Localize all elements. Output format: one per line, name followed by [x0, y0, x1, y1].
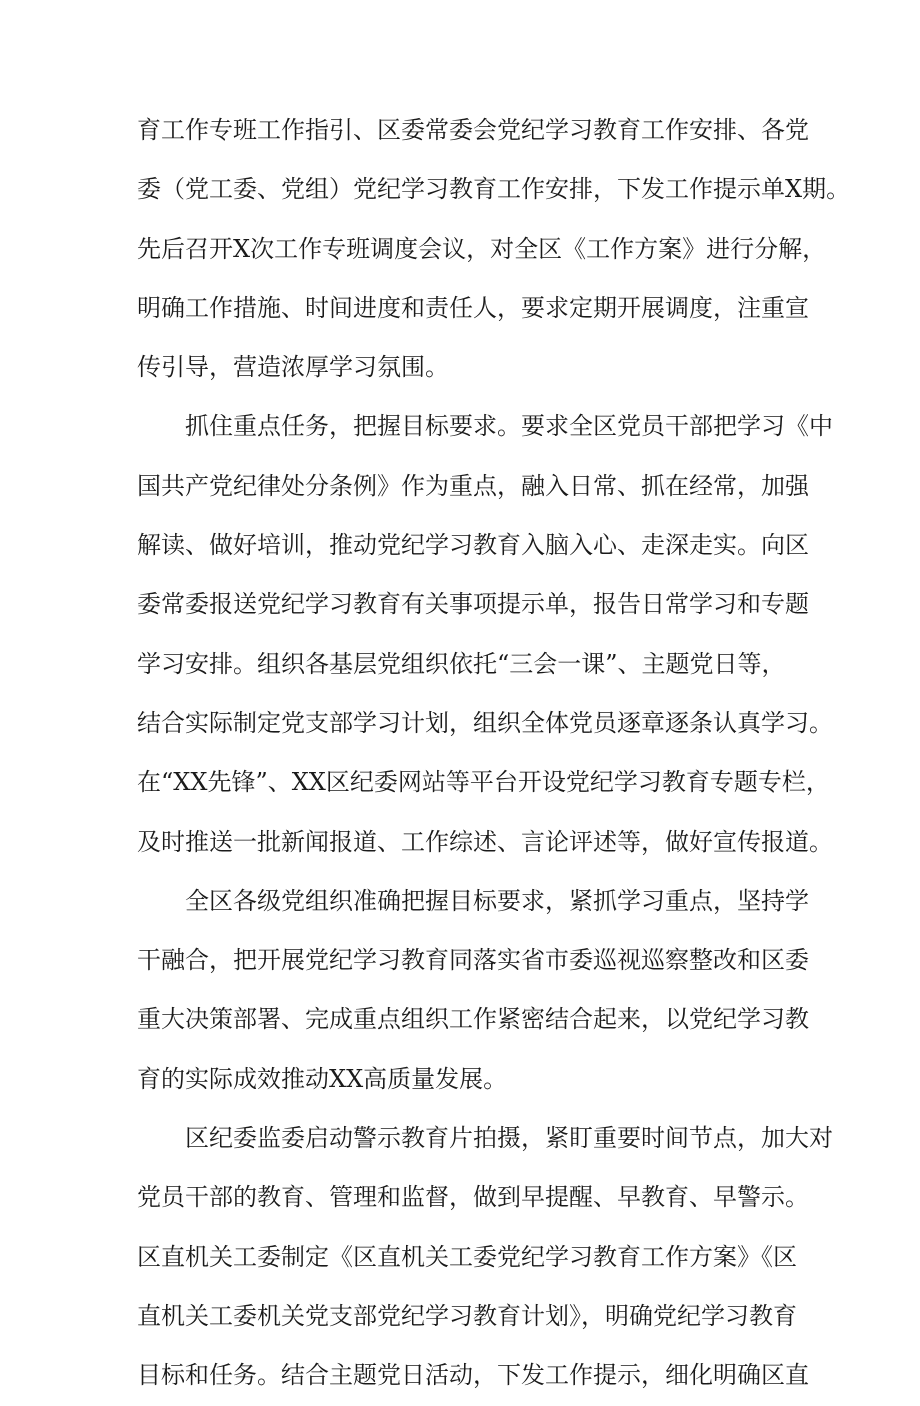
- paragraph-2: [137, 397, 833, 871]
- text-line: 育工作专班工作指引、区委常委会党纪学习教育工作安排、各党: [137, 116, 809, 144]
- text-line: 及时推送一批新闻报道、工作综述、言论评述等，做好宣传报道。: [137, 827, 833, 856]
- text-line: 抓住重点任务，把握目标要求。要求全区党员干部把学习《中: [185, 412, 833, 441]
- text-line: 育的实际成效推动XX高质量发展。: [137, 1064, 508, 1093]
- text-line: 直机关工委机关党支部党纪学习教育计划》，明确党纪学习教育: [137, 1301, 797, 1330]
- text-line: 重大决策部署、完成重点组织工作紧密结合起来，以党纪学习教: [137, 1005, 809, 1034]
- text-line: 区纪委监委启动警示教育片拍摄，紧盯重要时间节点，加大对: [185, 1124, 833, 1153]
- paragraph-4: [137, 1109, 833, 1405]
- text-line: 委常委报送党纪学习教育有关事项提示单，报告日常学习和专题: [137, 590, 809, 619]
- text-line: 国共产党纪律处分条例》作为重点，融入日常、抓在经常，加强: [137, 471, 809, 500]
- document-body: [137, 101, 851, 1406]
- text-line: 传引导，营造浓厚学习氛围。: [137, 353, 449, 382]
- text-line: 全区各级党组织准确把握目标要求，紧抓学习重点，坚持学: [185, 886, 809, 915]
- text-line: 学习安排。组织各基层党组织依托“三会一课”、主题党日等，: [137, 649, 786, 678]
- paragraph-1: [137, 101, 851, 397]
- text-line: 明确工作措施、时间进度和责任人，要求定期开展调度，注重宣: [137, 293, 809, 322]
- text-line: 在“XX先锋”、XX区纪委网站等平台开设党纪学习教育专题专栏，: [137, 768, 830, 797]
- text-line: 委（党工委、党组）党纪学习教育工作安排，下发工作提示单X期。: [137, 175, 851, 204]
- text-line: 解读、做好培训，推动党纪学习教育入脑入心、走深走实。向区: [137, 531, 809, 560]
- text-line: 党员干部的教育、管理和监督，做到早提醒、早教育、早警示。: [137, 1183, 809, 1212]
- text-line: 先后召开X次工作专班调度会议，对全区《工作方案》进行分解，: [137, 234, 827, 263]
- text-line: 区直机关工委制定《区直机关工委党纪学习教育工作方案》《区: [137, 1242, 797, 1271]
- text-line: 干融合，把开展党纪学习教育同落实省市委巡视巡察整改和区委: [137, 946, 809, 975]
- paragraph-3: [137, 872, 809, 1109]
- text-line: 目标和任务。结合主题党日活动，下发工作提示，细化明确区直: [137, 1361, 809, 1390]
- text-line: 结合实际制定党支部学习计划，组织全体党员逐章逐条认真学习。: [137, 708, 833, 737]
